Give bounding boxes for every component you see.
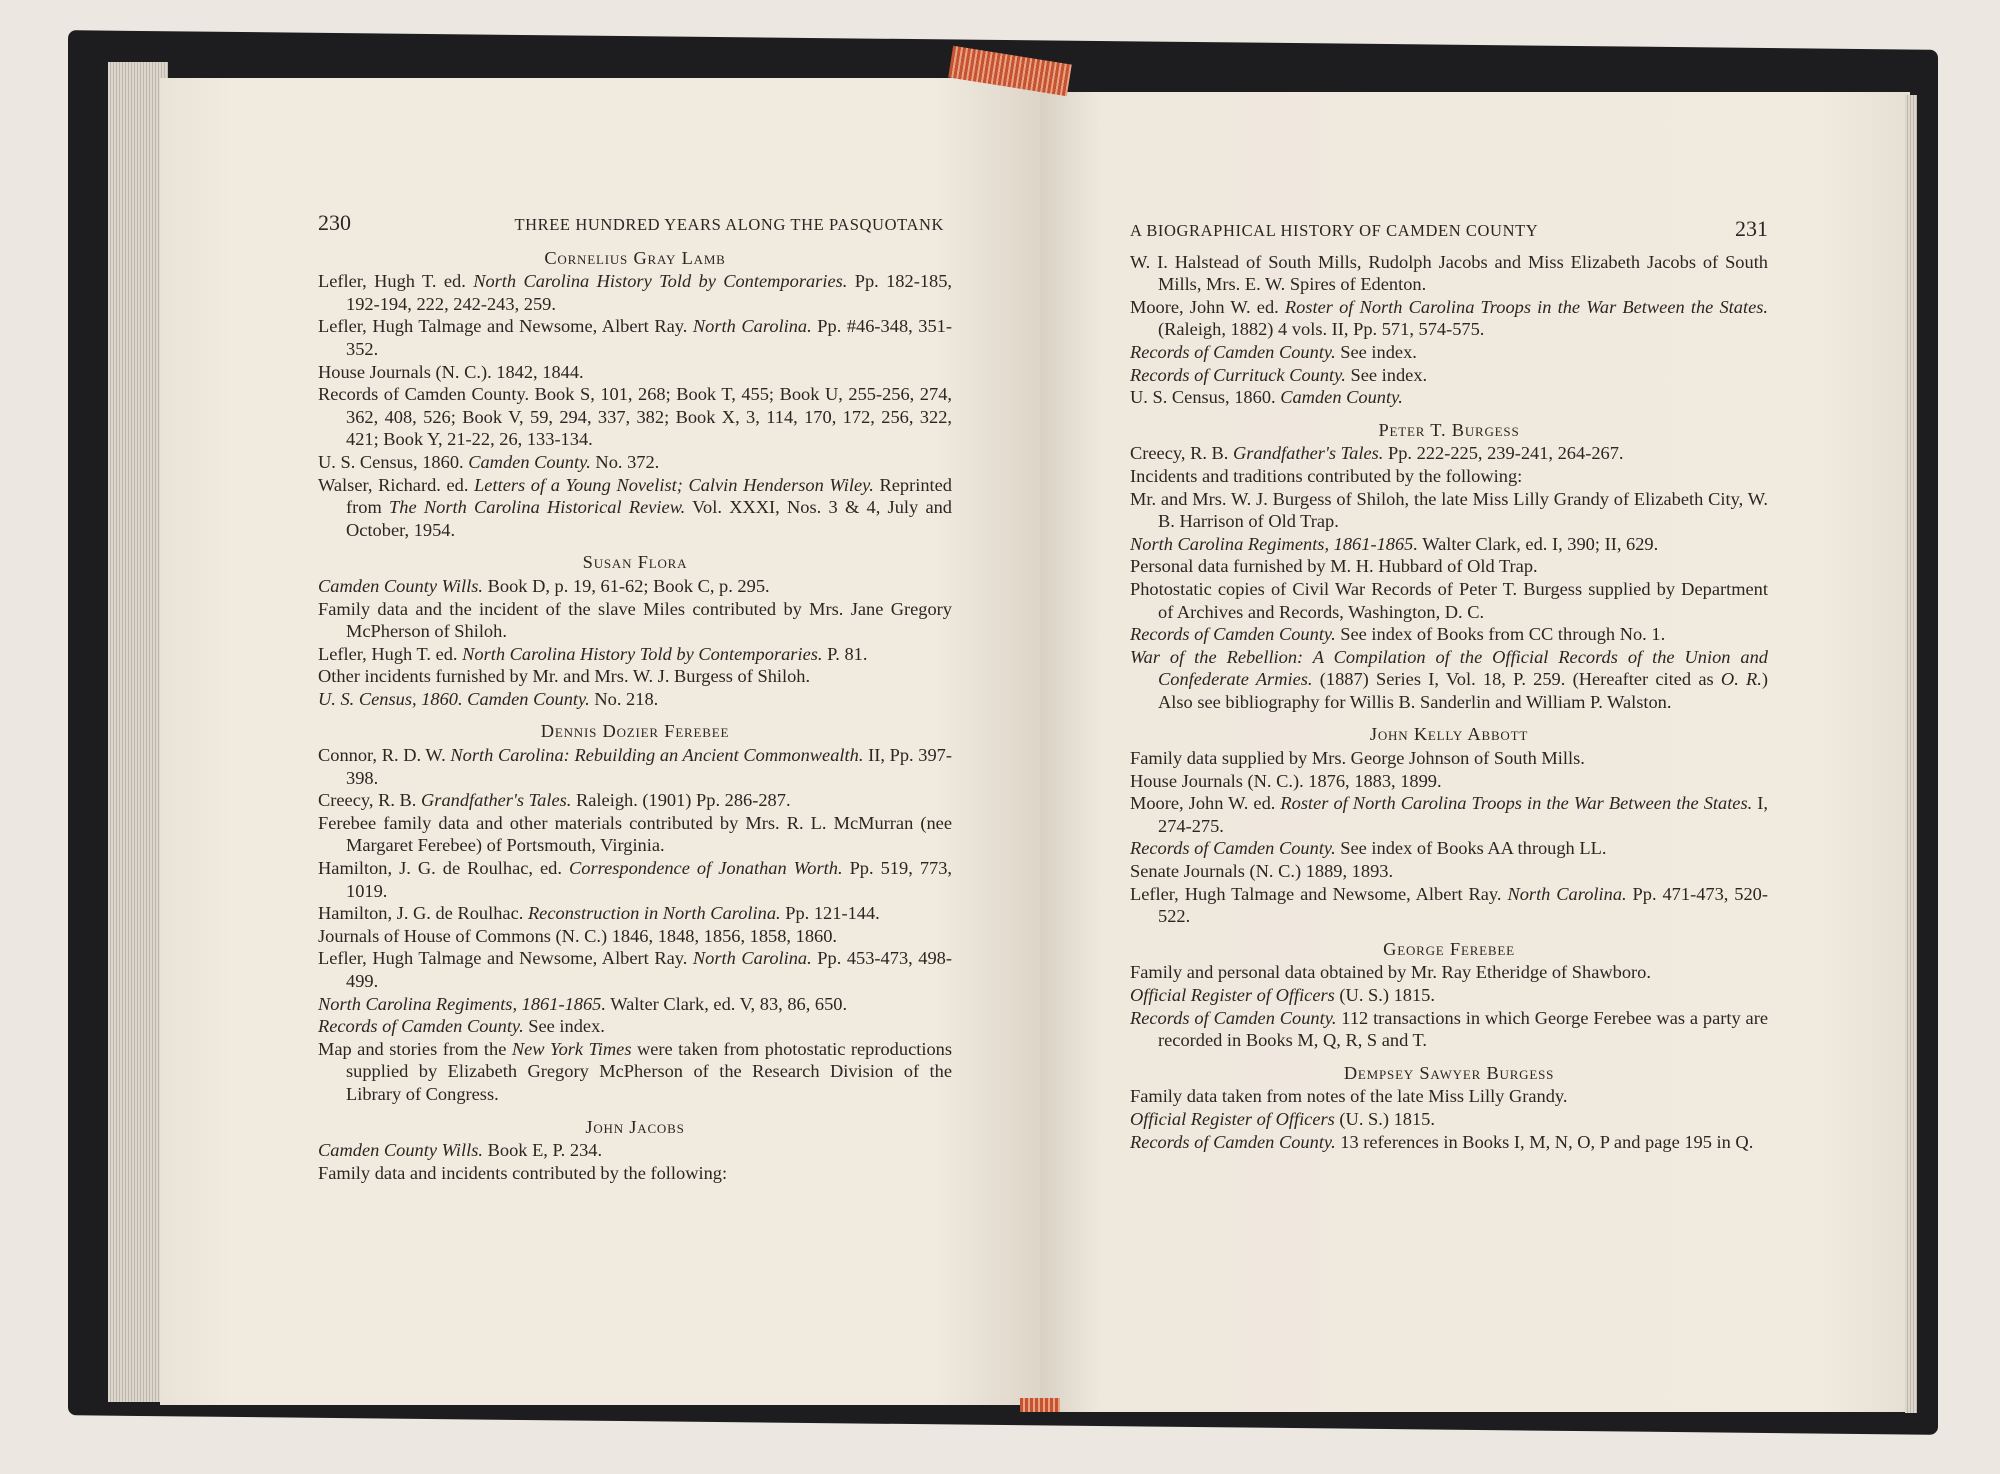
entry-text: Reprinted from [346,474,952,518]
bibliography-entry [1130,386,1768,409]
entry-title-italic: Records of Camden County. [1130,838,1336,859]
entry-text: Mr. and Mrs. W. J. Burgess of Shiloh, the late Miss Lilly Grandy of Elizabeth City, W. B. Harrison of Old Trap. [1130,488,1768,532]
entry-text: Family data and incidents contributed by the following: [318,1162,728,1183]
entry-title-italic: Camden County. [1280,387,1403,408]
bibliography-entry [1130,837,1768,860]
bibliography-entry [1130,623,1768,646]
entry-title-italic: Camden County Wills. [318,575,484,596]
entry-text: U. S. Census, 1860. [318,451,469,472]
entry-text: Journals of House of Commons (N. C.) 1846, 1848, 1856, 1858, 1860. [318,925,838,946]
bibliography-entry [318,857,952,902]
entry-text: See index. [1345,364,1428,385]
section-heading: Dempsey Sawyer Burgess [1343,1062,1555,1083]
section-heading: Peter T. Burgess [1378,419,1520,440]
entry-text: Personal data furnished by M. H. Hubbard of Old Trap. [1130,556,1538,577]
entry-title-italic: Camden County Wills. [318,1140,484,1161]
page-edges-right [1905,95,1917,1413]
page-number: 230 [318,210,351,235]
entry-text: 13 references in Books I, M, N, O, P and page 195 in Q. [1335,1131,1754,1152]
bibliography-entry [1130,555,1768,578]
entry-title-italic: North Carolina Regiments, 1861-1865. [318,993,606,1014]
entry-text: No. 372. [590,451,660,472]
entry-title-italic: Reconstruction in North Carolina. [527,903,781,924]
page-number: 231 [1735,216,1768,241]
entry-text: P. 81. [822,643,868,664]
entry-title-italic: Camden County. [468,451,591,472]
entry-title-italic: Official Register of Officers [1130,985,1335,1005]
entry-text: Creecy, R. B. [318,790,421,811]
bibliography-entry [1130,1085,1768,1108]
entry-text: Walter Clark, ed. I, 390; II, 629. [1417,533,1659,554]
entry-text: Pp. 222-225, 239-241, 264-267. [1383,443,1624,464]
entry-text: (U. S.) 1815. [1334,985,1435,1005]
bibliography-entry [318,812,952,857]
entry-text: Creecy, R. B. [1130,443,1233,464]
bibliography-entry [1130,341,1768,364]
entry-text: Hamilton, J. G. de Roulhac, ed. [318,858,569,879]
entry-text: Lefler, Hugh Talmage and Newsome, Albert Ray. [1130,883,1508,904]
bibliography-entry [1130,646,1768,714]
entry-text: II, Pp. 397-398. [346,745,952,788]
entry-title-italic: North Carolina Regiments, 1861-1865. [1130,533,1418,554]
section-heading: John Jacobs [585,1116,685,1137]
entry-text: Pp. 519, 773, 1019. [346,858,952,901]
entry-text: (U. S.) 1815. [1334,1108,1435,1129]
entry-text: 112 transactions in which George Ferebee was a party are recorded in Books M, Q, R, S and T. [1158,1007,1768,1051]
entry-text: Lefler, Hugh Talmage and Newsome, Albert Ray. [318,316,693,337]
bibliography-entry [318,925,952,948]
entry-text: Moore, John W. ed. [1130,296,1285,317]
entry-text: House Journals (N. C.). 1842, 1844. [318,361,584,382]
entry-text: Lefler, Hugh Talmage and Newsome, Albert Ray. [318,948,693,969]
bibliography [318,247,952,1185]
bibliography-entry [1130,364,1768,387]
bibliography-entry [318,315,952,360]
bibliography-entry [1130,984,1768,1007]
bibliography-entry [1130,770,1768,793]
bibliography-entry [318,1015,952,1038]
entry-title-italic: Correspondence of Jonathan Worth. [569,858,843,879]
entry-title-italic: The North Carolina Historical Review. [389,497,686,518]
entry-title-italic: Roster of North Carolina Troops in the War Between the States. [1280,793,1753,814]
entry-text: Pp. #46-348, 351-352. [346,316,952,359]
bibliography-entry [1130,883,1768,928]
entry-text: Incidents and traditions contributed by the following: [1130,465,1523,486]
entry-text: See index of Books AA through LL. [1335,838,1607,859]
right-page-text [1130,218,1768,1153]
bibliography-entry [1130,465,1768,488]
entry-text: See index. [523,1016,605,1037]
bibliography-entry [1130,1007,1768,1052]
bibliography-entry [318,1162,952,1185]
bibliography-entry [1130,1108,1768,1131]
entry-title-italic: Records of Camden County. [1130,624,1336,645]
entry-text: Lefler, Hugh T. ed. [318,643,463,664]
entry-text: U. S. Census, 1860. [1130,387,1281,408]
entry-text: Records of Camden County. Book S, 101, 268; Book T, 455; Book U, 255-256, 274, 362, 408, 526; Book V, 59, 294, 337, 382; Book X, 3, 114, 170, 172, 256, 322, 421; Book Y, 21-22, 26, 133-134. [318,384,952,450]
entry-title-italic: North Carolina History Told by Contemporaries. [462,643,823,664]
bibliography-entry [318,947,952,992]
entry-title-italic: Grandfather's Tales. [1233,443,1384,464]
bibliography-entry [318,575,952,598]
section-heading: John Kelly Abbott [1369,724,1529,745]
bibliography-entry [1130,251,1768,296]
entry-text: Photostatic copies of Civil War Records of Peter T. Burgess supplied by Department of Archives and Records, Washington, D. C. [1130,578,1768,622]
entry-text: Other incidents furnished by Mr. and Mrs. W. J. Burgess of Shiloh. [318,666,811,687]
entry-text: Walser, Richard. ed. [318,474,475,495]
entry-title-italic: Roster of North Carolina Troops in the War Between the States. [1284,296,1769,317]
entry-title-italic: Records of Currituck County. [1130,364,1346,385]
entry-text: Senate Journals (N. C.) 1889, 1893. [1130,861,1394,882]
entry-text: ) Also see bibliography for Willis B. Sanderlin and William P. Walston. [1158,669,1768,712]
entry-title-italic: Records of Camden County. [1130,341,1336,362]
entry-text: Ferebee family data and other materials contributed by Mrs. R. L. McMurran (nee Margaret Ferebee) of Portsmouth, Virginia. [318,812,952,856]
bibliography-entry [318,361,952,384]
running-header [318,212,952,237]
headband-bottom [1020,1398,1060,1412]
entry-title-italic: Grandfather's Tales. [421,790,572,811]
entry-text: Pp. 471-473, 520-522. [1158,883,1769,927]
entry-title-italic: North Carolina: Rebuilding an Ancient Commonwealth. [450,745,864,766]
entry-text: Pp. 121-144. [780,903,880,924]
entry-text: Family data supplied by Mrs. George Johnson of South Mills. [1130,748,1585,769]
entry-text: Vol. XXXI, Nos. 3 & 4, July and October, 1954. [346,497,953,540]
entry-text: Pp. 182-185, 192-194, 222, 242-243, 259. [346,271,953,314]
running-head-title: A BIOGRAPHICAL HISTORY OF CAMDEN COUNTY [1130,221,1539,240]
bibliography-entry [1130,488,1768,533]
bibliography-entry [318,474,952,542]
entry-text: Lefler, Hugh T. ed. [318,271,474,292]
bibliography-entry [318,383,952,451]
bibliography-entry [1130,578,1768,623]
entry-title-italic: Records of Camden County. [1130,1131,1336,1152]
entry-title-italic: War of the Rebellion: A Compilation of the Official Records of the Union and Confederate Armies. [1130,646,1768,690]
running-head-title: THREE HUNDRED YEARS ALONG THE PASQUOTANK [514,215,944,234]
section-heading: Susan Flora [582,552,688,573]
entry-text: Family and personal data obtained by Mr. Ray Etheridge of Shawboro. [1130,962,1651,983]
entry-title-italic: North Carolina. [692,948,812,969]
section-heading: Dennis Dozier Ferebee [540,721,730,742]
entry-text: Walter Clark, ed. V, 83, 86, 650. [605,993,848,1014]
entry-title-italic: Records of Camden County. [318,1016,524,1037]
running-header [1130,218,1768,243]
entry-text: Family data and the incident of the slave Miles contributed by Mrs. Jane Gregory McPherson of Shiloh. [318,598,952,642]
bibliography-entry [1130,533,1768,556]
entry-text: Book E, P. 234. [483,1140,603,1161]
bibliography-entry [1130,961,1768,984]
bibliography-entry [1130,296,1768,341]
entry-text: W. I. Halstead of South Mills, Rudolph Jacobs and Miss Elizabeth Jacobs of South Mills, Mrs. E. W. Spires of Edenton. [1130,251,1768,295]
bibliography-entry [318,665,952,688]
entry-title-italic: Official Register of Officers [1130,1108,1335,1129]
bibliography-entry [318,744,952,789]
bibliography-entry [1130,792,1768,837]
entry-text: See index of Books from CC through No. 1. [1335,624,1666,645]
bibliography-entry [318,451,952,474]
entry-text: (Raleigh, 1882) 4 vols. II, Pp. 571, 574-575. [1158,319,1485,340]
bibliography-entry [318,789,952,812]
bibliography-entry [1130,747,1768,770]
entry-title-italic: Letters of a Young Novelist; Calvin Henderson Wiley. [474,474,874,495]
entry-text: I, 274-275. [1158,793,1768,836]
entry-text: Hamilton, J. G. de Roulhac. [318,903,528,924]
entry-text: Book D, p. 19, 61-62; Book C, p. 295. [483,575,770,596]
entry-title-italic: North Carolina History Told by Contemporaries. [473,271,848,292]
entry-text: See index. [1335,341,1417,362]
entry-title-italic: North Carolina. [1507,883,1627,904]
bibliography-entry [318,270,952,315]
bibliography-entry [1130,442,1768,465]
bibliography-entry [318,1038,952,1106]
bibliography-entry [1130,860,1768,883]
bibliography-entry [318,1139,952,1162]
bibliography-entry [1130,1131,1768,1154]
entry-title-italic: Records of Camden County. [1130,1007,1337,1028]
bibliography-entry [318,993,952,1016]
section-heading: George Ferebee [1383,938,1515,959]
bibliography [1130,251,1768,1154]
entry-title-italic: North Carolina. [692,316,812,337]
page-edges-left [108,62,168,1402]
entry-text: were taken from photostatic reproductions supplied by Elizabeth Gregory McPherson of the Research Division of the Library of Congress. [346,1038,952,1104]
entry-text: Raleigh. (1901) Pp. 286-287. [571,790,791,811]
entry-text: House Journals (N. C.). 1876, 1883, 1899. [1130,770,1442,791]
section-heading: Cornelius Gray Lamb [544,247,726,268]
entry-text: Connor, R. D. W. [318,745,451,766]
entry-text: No. 218. [589,688,659,709]
entry-title-italic: U. S. Census, 1860. Camden County. [318,688,590,709]
entry-text: Moore, John W. ed. [1130,793,1281,814]
entry-title-italic: New York Times [511,1038,632,1059]
bibliography-entry [318,598,952,643]
entry-title-italic: O. R. [1720,669,1762,690]
entry-text: Family data taken from notes of the late Miss Lilly Grandy. [1130,1086,1568,1107]
left-page-text [318,212,952,1184]
entry-text: Pp. 453-473, 498-499. [346,948,952,991]
bibliography-entry [318,902,952,925]
bibliography-entry [318,643,952,666]
bibliography-entry [318,688,952,711]
entry-text: (1887) Series I, Vol. 18, P. 259. (Hereafter cited as [1312,669,1721,690]
entry-text: Map and stories from the [318,1038,512,1059]
